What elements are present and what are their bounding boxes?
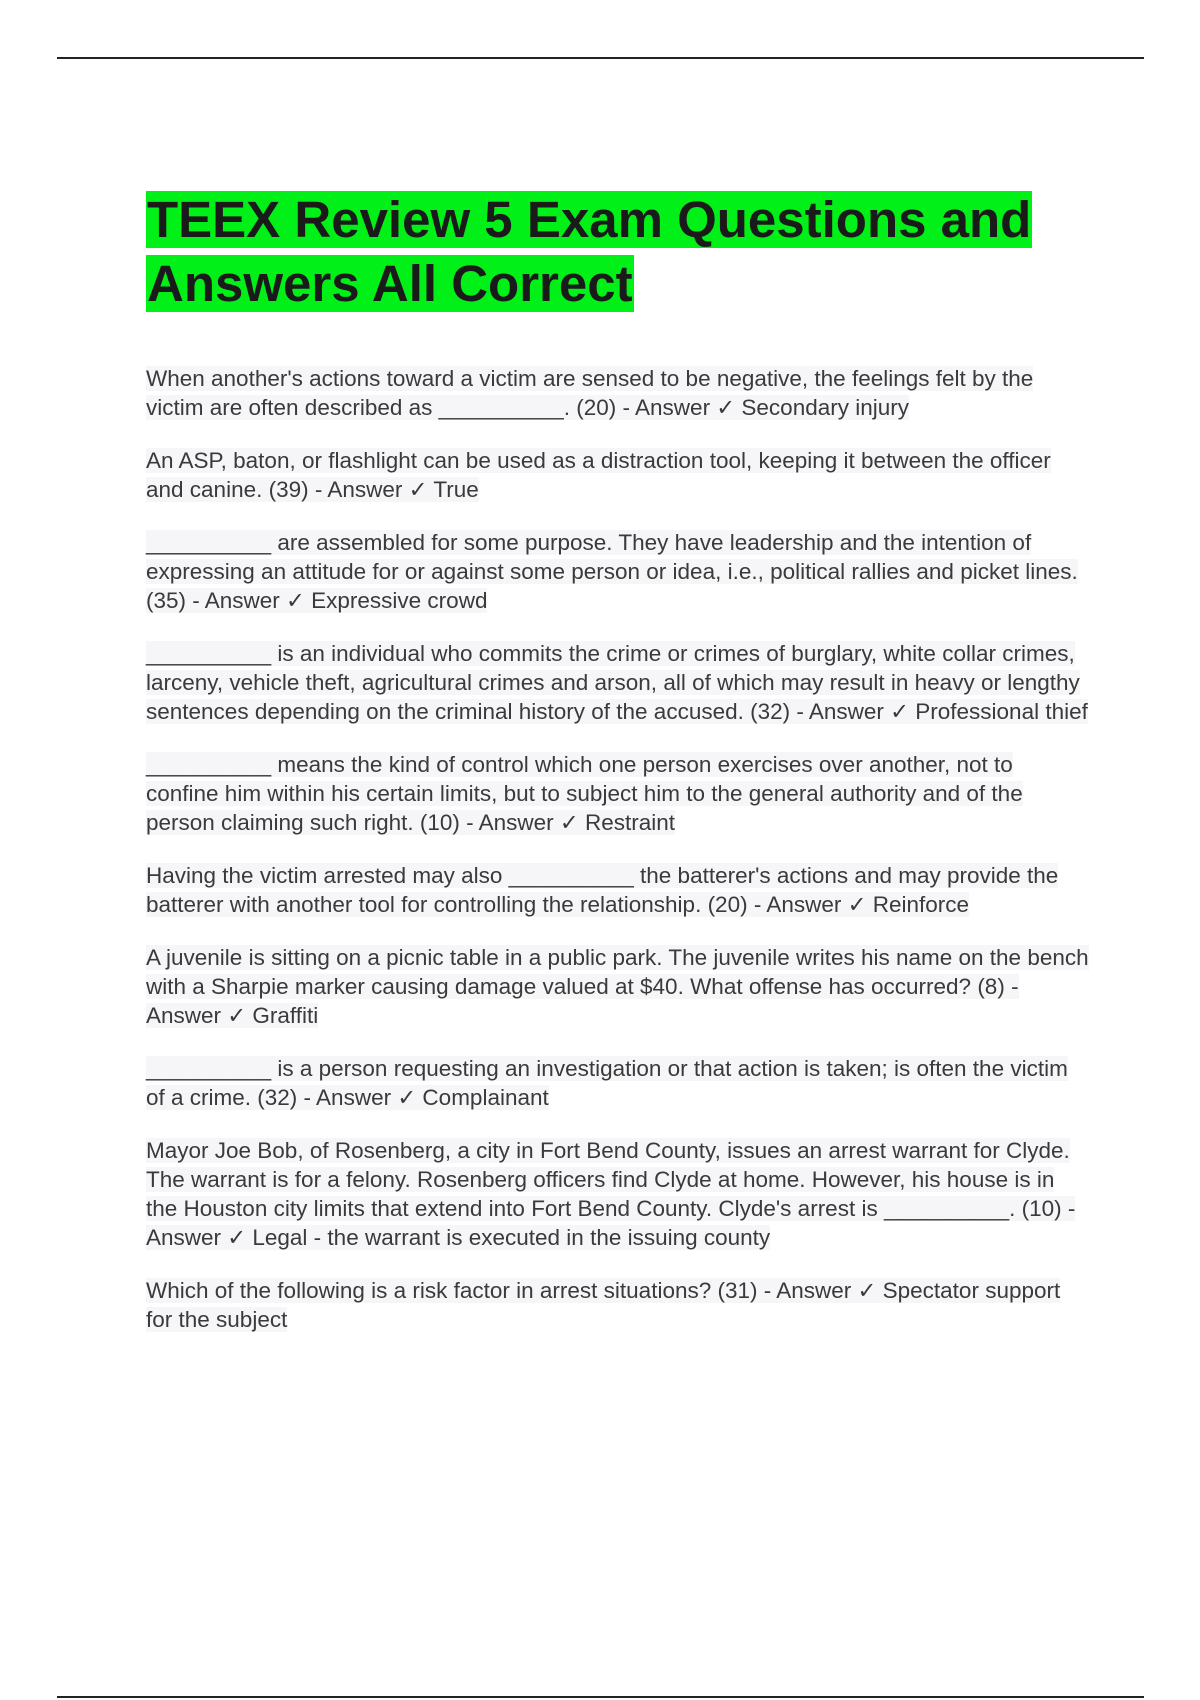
qa-text: Which of the following is a risk factor in arrest situations? (31) - Answer ✓ Spectator support for the subject: [146, 1278, 1061, 1332]
qa-item: [146, 528, 1091, 615]
qa-text: Having the victim arrested may also __________ the batterer's actions and may provide the batterer with another tool for controlling the relationship. (20) - Answer ✓ Reinforce: [146, 863, 1059, 917]
qa-list: [146, 364, 1091, 1358]
qa-text: Mayor Joe Bob, of Rosenberg, a city in Fort Bend County, issues an arrest warrant for Clyde. The warrant is for a felony. Rosenberg officers find Clyde at home. However, his house is in the Houston city limits that extend into Fort Bend County. Clyde's arrest is __________. (10) - Answer ✓ Legal - the warrant is executed in the issuing county: [146, 1138, 1076, 1250]
qa-text: __________ are assembled for some purpose. They have leadership and the intention of expressing an attitude for or against some person or idea, i.e., political rallies and picket lines. (35) - Answer ✓ Expressive crowd: [146, 530, 1078, 613]
document-title: [146, 188, 1046, 316]
top-rule: [57, 57, 1144, 59]
qa-item: [146, 861, 1091, 919]
bottom-rule: [57, 1696, 1144, 1698]
title-highlight: TEEX Review 5 Exam Questions and Answers All Correct: [147, 191, 1032, 312]
qa-item: [146, 943, 1091, 1030]
qa-item: [146, 1054, 1091, 1112]
qa-item: [146, 1136, 1091, 1252]
qa-item: [146, 364, 1091, 422]
qa-item: [146, 446, 1091, 504]
qa-item: [146, 639, 1091, 726]
qa-text: __________ is an individual who commits the crime or crimes of burglary, white collar crimes, larceny, vehicle theft, agricultural crimes and arson, all of which may result in heavy or lengthy sentences depending on the criminal history of the accused. (32) - Answer ✓ Professional thief: [146, 641, 1088, 724]
qa-text: When another's actions toward a victim are sensed to be negative, the feelings felt by the victim are often described as __________. (20) - Answer ✓ Secondary injury: [146, 366, 1034, 420]
qa-text: A juvenile is sitting on a picnic table in a public park. The juvenile writes his name on the bench with a Sharpie marker causing damage valued at $40. What offense has occurred? (8) - Answer ✓ Graffiti: [146, 945, 1089, 1028]
qa-item: [146, 750, 1091, 837]
qa-text: __________ means the kind of control which one person exercises over another, not to confine him within his certain limits, but to subject him to the general authority and of the person claiming such right. (10) - Answer ✓ Restraint: [146, 752, 1023, 835]
qa-text: __________ is a person requesting an investigation or that action is taken; is often the victim of a crime. (32) - Answer ✓ Complainant: [146, 1056, 1068, 1110]
qa-text: An ASP, baton, or flashlight can be used as a distraction tool, keeping it between the officer and canine. (39) - Answer ✓ True: [146, 448, 1051, 502]
qa-item: [146, 1276, 1091, 1334]
